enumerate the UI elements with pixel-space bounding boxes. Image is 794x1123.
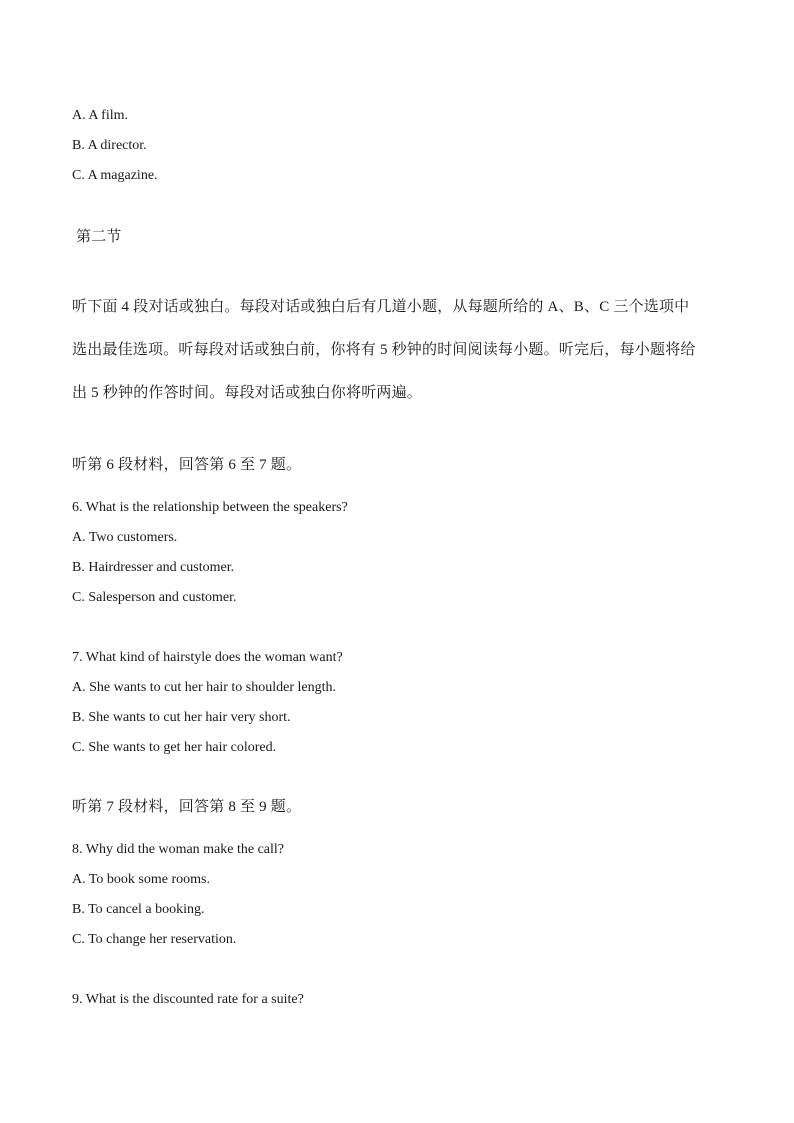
material-6-header: 听第 6 段材料，回答第 6 至 7 题。: [72, 457, 302, 473]
prev-option-b: B. A director.: [72, 138, 147, 153]
question-8-option-a: A. To book some rooms.: [72, 872, 210, 887]
question-7-option-a: A. She wants to cut her hair to shoulder length.: [72, 680, 337, 695]
question-8-option-b: B. To cancel a booking.: [72, 902, 205, 917]
question-7-option-b: B. She wants to cut her hair very short.: [72, 710, 291, 725]
section-instructions-line-3: 出 5 秒钟的作答时间。每段对话或独白你将听两遍。: [72, 385, 423, 401]
question-6-option-c: C. Salesperson and customer.: [72, 590, 237, 605]
question-6: 6. What is the relationship between the speakers?: [72, 500, 348, 515]
question-7-option-c: C. She wants to get her hair colored.: [72, 740, 277, 755]
section-instructions-line-1: 听下面 4 段对话或独白。每段对话或独白后有几道小题，从每题所给的 A、B、C 三个选项中: [72, 299, 690, 315]
question-8-option-c: C. To change her reservation.: [72, 932, 237, 947]
question-9: 9. What is the discounted rate for a suite?: [72, 992, 304, 1007]
material-7-header: 听第 7 段材料，回答第 8 至 9 题。: [72, 799, 302, 815]
question-6-option-a: A. Two customers.: [72, 530, 178, 545]
prev-option-c: C. A magazine.: [72, 168, 158, 183]
question-7: 7. What kind of hairstyle does the woman want?: [72, 650, 343, 665]
section-instructions-line-2: 选出最佳选项。听每段对话或独白前，你将有 5 秒钟的时间阅读每小题。听完后，每小题将给: [72, 342, 696, 358]
prev-option-a: A. A film.: [72, 108, 129, 123]
section-title: 第二节: [76, 229, 122, 245]
question-6-option-b: B. Hairdresser and customer.: [72, 560, 235, 575]
question-8: 8. Why did the woman make the call?: [72, 842, 285, 857]
